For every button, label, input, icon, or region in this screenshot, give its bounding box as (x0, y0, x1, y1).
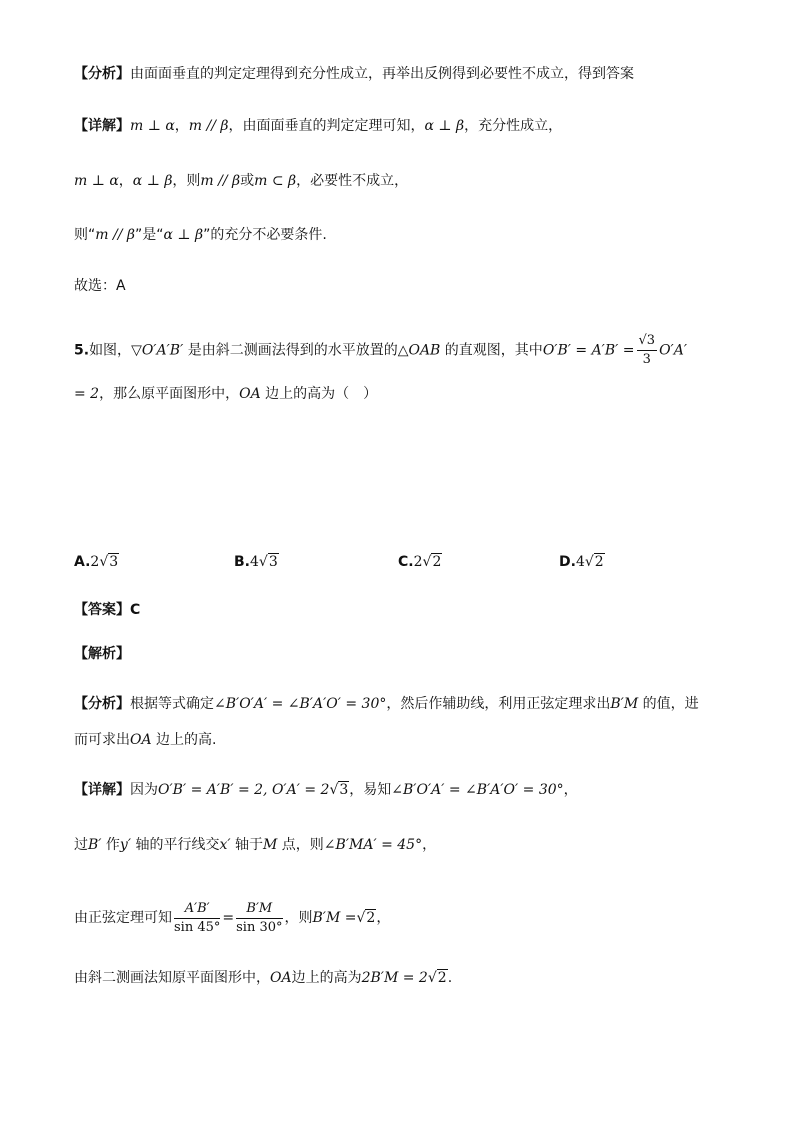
radicand: 2 (437, 970, 447, 986)
detail-tag: 【详解】 (74, 118, 130, 134)
text: 由正弦定理可知 (74, 910, 172, 926)
math-expr: y′ (119, 837, 132, 853)
choice-coef: 4 (250, 554, 259, 570)
math-expr: m // β (188, 118, 229, 134)
math-expr: OA (270, 970, 292, 986)
choice-label: B. (234, 554, 250, 570)
text: ，由面面垂直的判定定理可知， (228, 118, 425, 134)
fraction-numerator: B′M (236, 900, 282, 919)
text: ， (563, 782, 578, 798)
text: 点，则 (277, 837, 324, 853)
sqrt: √3 (329, 782, 349, 798)
text: 因为 (130, 782, 158, 798)
math-expr: B′M (610, 696, 639, 712)
text: 则“ (74, 227, 96, 243)
fraction (236, 900, 282, 937)
math-expr: α ⊥ β (424, 118, 465, 134)
analysis-tag: 【分析】 (74, 696, 130, 712)
detail2-line-3 (74, 898, 390, 938)
math-expr: ▽O′A′B′ (131, 342, 184, 359)
text: 边上的高为（ ） (260, 386, 378, 402)
solution-heading (74, 644, 130, 664)
answer-value: C (130, 602, 141, 618)
fraction-denominator: sin 30° (236, 919, 283, 935)
answer-line (74, 600, 140, 620)
math-expr: B′ (88, 837, 102, 853)
choice-c[interactable] (398, 552, 442, 572)
equals-sign: = (222, 910, 235, 926)
text: 轴于 (230, 837, 263, 853)
choice-answer-line (74, 276, 126, 296)
choice-d[interactable] (559, 552, 605, 572)
text: 根据等式确定 (130, 696, 214, 712)
conclusion-line (74, 225, 327, 245)
math-expr: m ⊥ α (130, 118, 175, 134)
question-5-line-2 (74, 384, 377, 404)
text: 的直观图，其中 (440, 342, 543, 359)
sqrt: √2 (422, 554, 442, 570)
text: ，那么原平面图形中， (99, 386, 240, 402)
math-expr: ∠B′O′A′ = ∠B′A′O′ = 30° (214, 696, 387, 712)
text: 边上的高. (151, 732, 217, 748)
math-expr: α ⊥ β (132, 173, 173, 189)
detail2-line-2 (74, 835, 436, 855)
sqrt: √3 (99, 554, 119, 570)
math-expr: O′B′ = A′B′ = 2, O′A′ = 2 (158, 782, 330, 798)
math-expr: OA (130, 732, 152, 748)
text: 是由斜二测画法得到的水平放置的△ (183, 342, 409, 359)
text: 的值，进 (638, 696, 699, 712)
text: ，充分性成立， (464, 118, 563, 134)
sqrt: √2 (584, 554, 604, 570)
choice-label: D. (559, 554, 576, 570)
fraction-numerator: √3 (637, 332, 658, 351)
fraction (174, 900, 220, 937)
radicand: 3 (268, 554, 278, 570)
radicand: 2 (594, 554, 604, 570)
text: ， (376, 910, 391, 926)
text: 如图， (89, 342, 132, 359)
solution-tag: 【解析】 (74, 646, 130, 662)
detail2-line-4 (74, 968, 452, 988)
choice-coef: 4 (575, 554, 585, 570)
text: . (447, 970, 453, 986)
text: ， (118, 173, 133, 189)
text: ，则 (284, 910, 313, 926)
radicand: 2 (432, 554, 442, 570)
math-expr: x′ (219, 837, 231, 853)
sqrt: √2 (427, 970, 447, 986)
fraction-denominator: sin 45° (174, 919, 221, 935)
text: ”的充分不必要条件. (203, 227, 327, 243)
answer-tag: 【答案】 (74, 602, 130, 618)
analysis-line (74, 64, 634, 84)
fraction-denominator: 3 (642, 352, 651, 367)
text: 由斜二测画法知原平面图形中， (74, 970, 270, 986)
math-expr: m ⊥ α (74, 173, 119, 189)
math-expr: OA (239, 386, 261, 402)
math-expr: = 2 (74, 386, 100, 402)
math-expr: m // β (95, 227, 135, 243)
text: 作 (101, 837, 120, 853)
math-expr: B′M = (312, 910, 357, 926)
analysis-text: 由面面垂直的判定定理得到充分性成立，再举出反例得到必要性不成立，得到答案 (130, 66, 634, 82)
text: ，必要性不成立， (296, 173, 409, 189)
text: 而可求出 (74, 732, 130, 748)
text: ， (422, 837, 437, 853)
text: 故选：A (74, 278, 126, 294)
detail2-line-1 (74, 780, 578, 800)
math-expr: OAB (408, 342, 441, 359)
radicand: 3 (339, 782, 349, 798)
text: 过 (74, 837, 88, 853)
detail-line-2 (74, 171, 408, 191)
choice-b[interactable] (234, 552, 279, 572)
math-expr: m ⊂ β (254, 173, 297, 189)
text: ， (174, 118, 189, 134)
fraction (637, 332, 658, 369)
text: ，则 (172, 173, 201, 189)
fraction-numerator: A′B′ (174, 900, 220, 919)
detail-line-1 (74, 116, 562, 136)
analysis2-line-1 (74, 694, 699, 714)
sqrt: √3 (258, 554, 278, 570)
math-expr: ∠B′O′A′ = ∠B′A′O′ = 30° (391, 782, 564, 798)
question-number: 5. (74, 342, 90, 359)
math-expr: α ⊥ β (163, 227, 204, 243)
choice-coef: 2 (413, 554, 423, 570)
math-expr: O′B′ = A′B′ = (542, 342, 635, 359)
detail-tag: 【详解】 (74, 782, 130, 798)
question-5-line-1 (74, 332, 687, 369)
sqrt: √2 (356, 910, 376, 926)
choice-a[interactable] (74, 552, 119, 572)
choice-label: C. (398, 554, 414, 570)
analysis-tag: 【分析】 (74, 66, 130, 82)
math-expr: m // β (200, 173, 241, 189)
radicand: 2 (366, 910, 376, 926)
math-expr: ∠B′MA′ = 45° (323, 837, 423, 853)
text: ”是“ (134, 227, 164, 243)
text: ，然后作辅助线，利用正弦定理求出 (386, 696, 611, 712)
radicand: 3 (109, 554, 119, 570)
analysis2-line-2 (74, 730, 217, 750)
text: 或 (240, 173, 255, 189)
math-expr: M (263, 837, 278, 853)
choice-label: A. (74, 554, 91, 570)
text: ，易知 (349, 782, 392, 798)
math-expr: 2B′M = 2 (361, 970, 428, 986)
text: 边上的高为 (291, 970, 362, 986)
choice-coef: 2 (90, 554, 100, 570)
math-expr: O′A′ (659, 342, 688, 359)
text: 轴的平行线交 (131, 837, 220, 853)
